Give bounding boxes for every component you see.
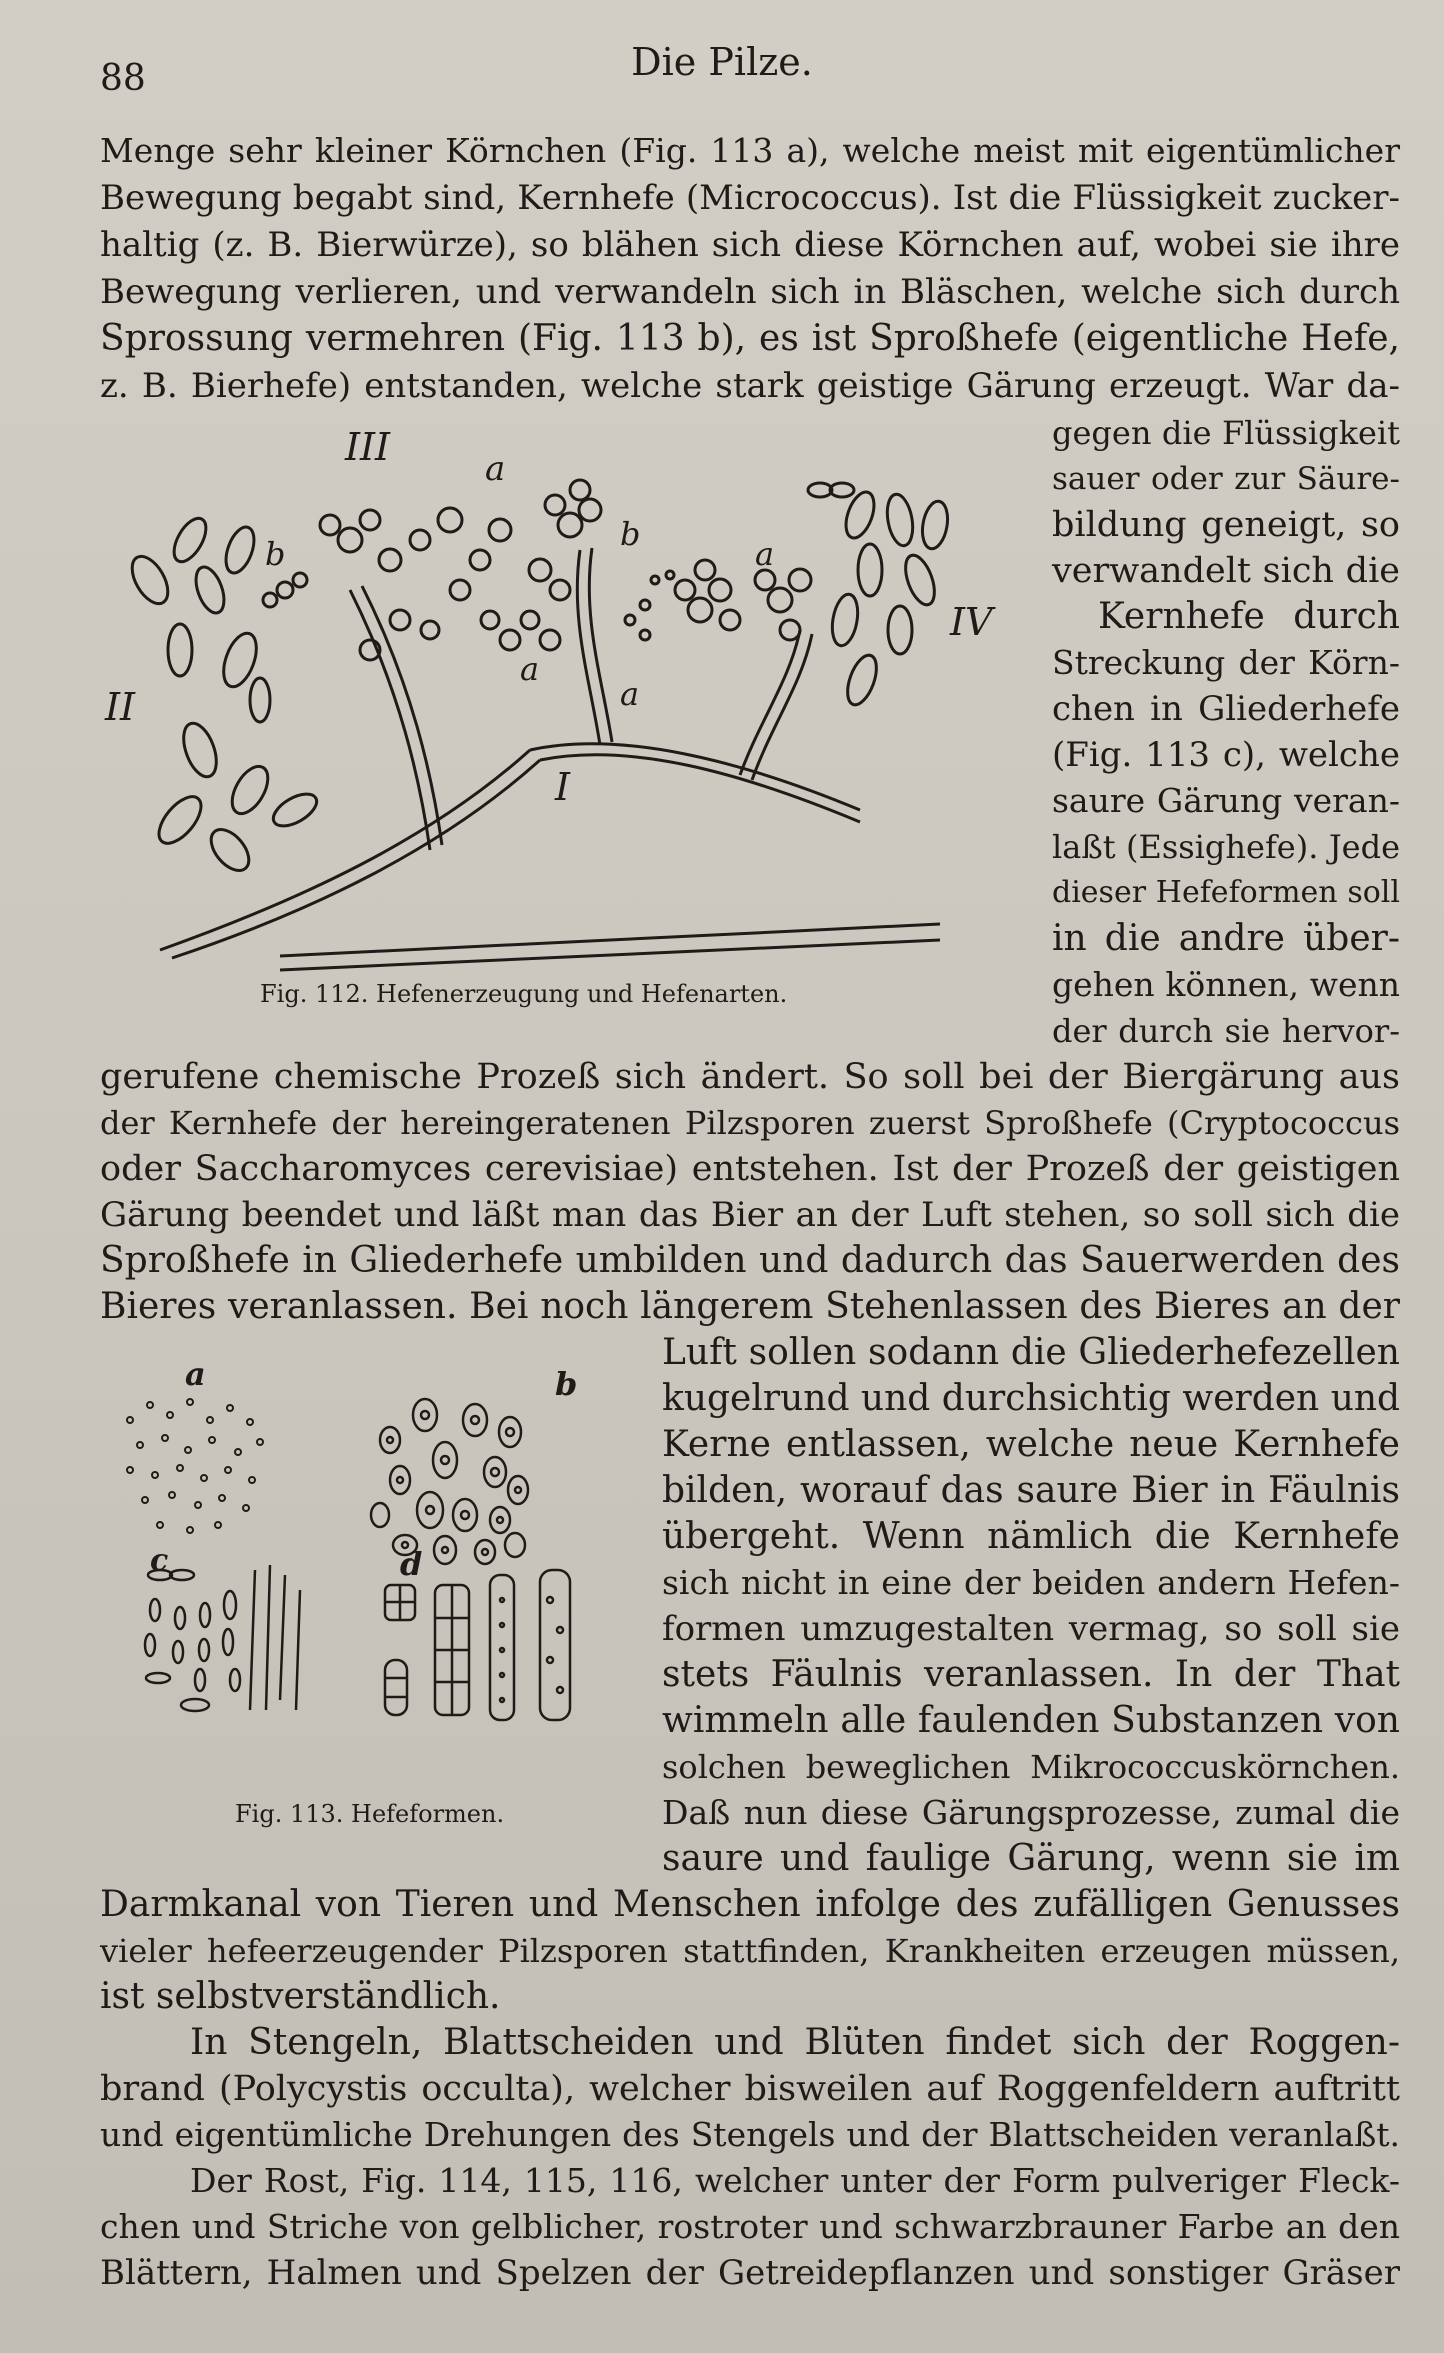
figure-label: I [555, 765, 571, 809]
text-line: und eigentümliche Drehungen des Stengels und der Blattscheiden veranlaßt. [100, 2115, 1400, 2154]
page-header [0, 40, 1444, 100]
figure-label: d [400, 1545, 423, 1583]
text-line: stets Fäulnis veranlassen. In der That [662, 1654, 1400, 1695]
text-line: vieler hefeerzeugender Pilzsporen stattfinden, Krankheiten erzeugen müssen, [100, 1932, 1400, 1970]
figure-112-caption: Fig. 112. Hefenerzeugung und Hefenarten. [260, 980, 788, 1008]
text-line: der Kernhefe der hereingeratenen Pilzsporen zuerst Sproßhefe (Cryptococcus [100, 1104, 1400, 1142]
text-line: saure und faulige Gärung, wenn sie im [662, 1838, 1400, 1879]
text-line: Bewegung begabt sind, Kernhefe (Micrococcus). Ist die Flüssigkeit zucker- [100, 178, 1400, 218]
text-line: gehen können, wenn [1052, 965, 1400, 1004]
figure-label: a [185, 1355, 206, 1393]
text-line: chen in Gliederhefe [1052, 689, 1400, 729]
running-title: Die Pilze. [631, 40, 813, 84]
text-line: Bieres veranlassen. Bei noch längerem Stehenlassen des Bieres an der [100, 1286, 1400, 1327]
text-line: ist selbstverständlich. [100, 1976, 501, 2017]
figure-label: IV [950, 600, 993, 644]
text-line: bilden, worauf das saure Bier in Fäulnis [662, 1470, 1400, 1511]
text-line: übergeht. Wenn nämlich die Kernhefe [662, 1516, 1400, 1557]
text-line: z. B. Bierhefe) entstanden, welche stark geistige Gärung erzeugt. War da- [100, 366, 1400, 406]
text-line: Menge sehr kleiner Körnchen (Fig. 113 a), welche meist mit eigentümlicher [100, 131, 1400, 170]
text-line: Kerne entlassen, welche neue Kernhefe [662, 1424, 1400, 1465]
text-line: Luft sollen sodann die Gliederhefezellen [662, 1332, 1400, 1373]
figure-label: II [105, 685, 136, 729]
text-line: sauer oder zur Säure- [1052, 461, 1400, 497]
text-line: in die andre über- [1052, 918, 1400, 959]
text-line: gerufene chemische Prozeß sich ändert. So soll bei der Biergärung aus [100, 1057, 1400, 1097]
figure-label: c [150, 1543, 169, 1578]
text-line: Bewegung verlieren, und verwandeln sich in Bläschen, welche sich durch [100, 272, 1400, 312]
figure-113 [100, 1355, 640, 1830]
figure-label: b [265, 535, 286, 573]
figure-label: b [620, 515, 641, 553]
figure-label: III [345, 425, 391, 469]
text-line: (Fig. 113 c), welche [1052, 735, 1400, 775]
text-line: sich nicht in eine der beiden andern Hefen- [662, 1563, 1400, 1602]
text-line: In Stengeln, Blattscheiden und Blüten findet sich der Roggen- [190, 2022, 1400, 2063]
text-line: Darmkanal von Tieren und Menschen infolge des zufälligen Genusses [100, 1884, 1400, 1925]
text-line: kugelrund und durchsichtig werden und [662, 1378, 1401, 1419]
text-line: verwandelt sich die [1052, 551, 1400, 591]
text-line: laßt (Essighefe). Jede [1052, 828, 1400, 866]
text-line: Daß nun diese Gärungsprozesse, zumal die [662, 1793, 1400, 1832]
text-line: oder Saccharomyces cerevisiae) entstehen. Ist der Prozeß der geistigen [100, 1149, 1400, 1189]
text-line: dieser Hefeformen soll [1052, 875, 1400, 910]
text-line: brand (Polycystis occulta), welcher bisweilen auf Roggenfeldern auftritt [100, 2069, 1400, 2109]
text-line: saure Gärung veran- [1052, 781, 1400, 820]
text-line: Gärung beendet und läßt man das Bier an der Luft stehen, so soll sich die [100, 1195, 1400, 1235]
page-number: 88 [100, 58, 146, 99]
text-line: Der Rost, Fig. 114, 115, 116, welcher unter der Form pulveriger Fleck- [190, 2161, 1400, 2200]
figure-label: a [520, 650, 540, 688]
text-line: wimmeln alle faulenden Substanzen von [662, 1700, 1400, 1741]
text-line: bildung geneigt, so [1052, 505, 1400, 545]
text-line: Blättern, Halmen und Spelzen der Getreidepflanzen und sonstiger Gräser [100, 2253, 1400, 2293]
text-line: der durch sie hervor- [1052, 1012, 1400, 1050]
text-line: solchen beweglichen Mikrococcuskörnchen. [662, 1748, 1400, 1786]
figure-label: b [555, 1365, 578, 1403]
figure-113-caption: Fig. 113. Hefeformen. [235, 1800, 505, 1828]
text-line: formen umzugestalten vermag, so soll sie [662, 1609, 1400, 1649]
text-line: Streckung der Körn- [1052, 643, 1400, 682]
text-line: gegen die Flüssigkeit [1052, 414, 1400, 452]
text-line: Kernhefe durch [1098, 596, 1400, 637]
figure-label: a [755, 535, 775, 573]
figure-112 [100, 425, 993, 1010]
text-line: Sproßhefe in Gliederhefe umbilden und dadurch das Sauerwerden des [100, 1240, 1400, 1281]
figure-label: a [485, 449, 506, 489]
text-line: chen und Striche von gelblicher, rostroter und schwarzbrauner Farbe an den [100, 2207, 1400, 2246]
text-line: haltig (z. B. Bierwürze), so blähen sich diese Körnchen auf, wobei sie ihre [100, 225, 1400, 265]
figure-label: a [620, 675, 640, 713]
text-line: Sprossung vermehren (Fig. 113 b), es ist Sproßhefe (eigentliche Hefe, [100, 318, 1400, 359]
